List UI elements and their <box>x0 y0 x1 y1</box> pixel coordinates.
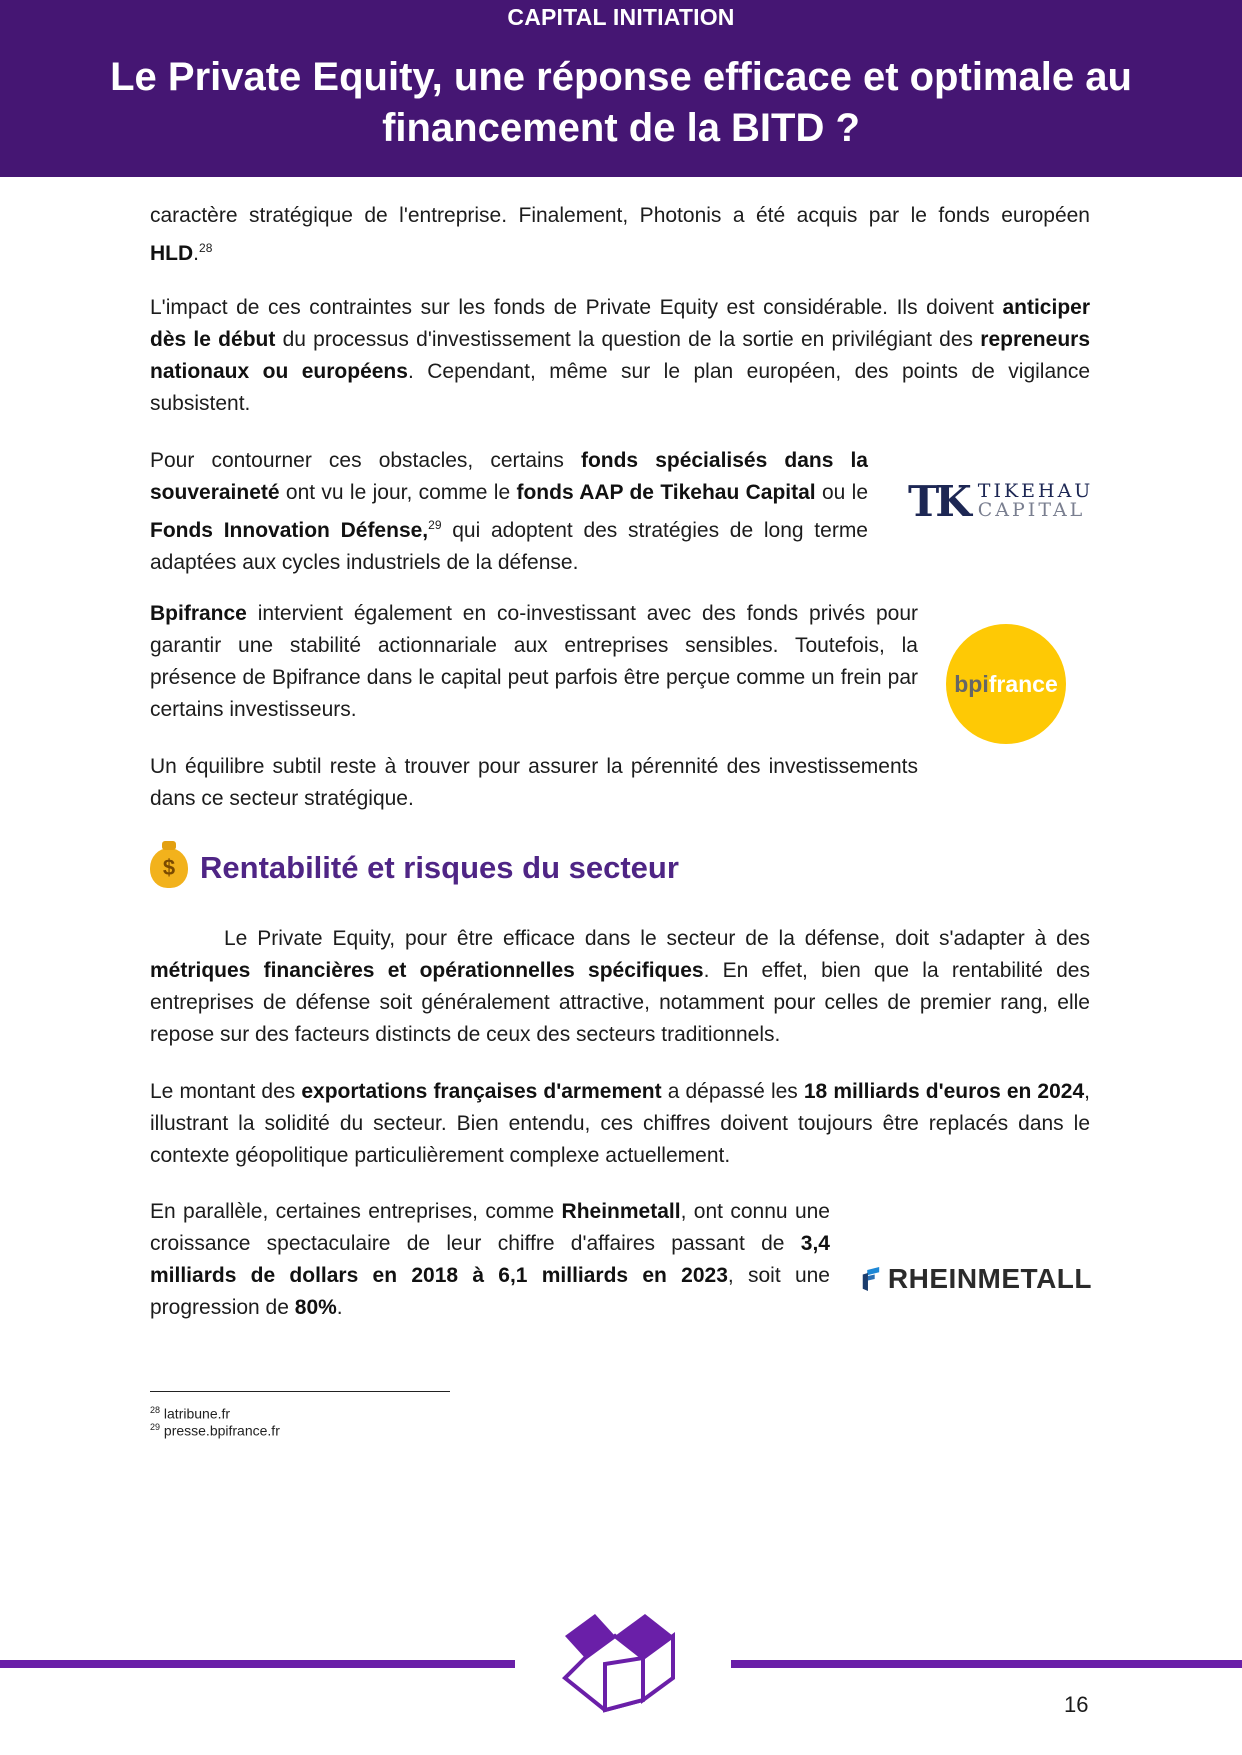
bpifrance-logo <box>946 624 1066 744</box>
brand-name: CAPITAL INITIATION <box>507 4 735 30</box>
tikehau-line2: CAPITAL <box>977 499 1086 521</box>
paragraph-4: Bpifrance intervient également en co-investissant avec des fonds privés pour garantir une stabilité actionnariale aux entreprises sensibles. Toutefois, la présence de Bpifrance dans le capital peut parfois être perçue comme un frein par certains investisseurs. <box>150 602 918 721</box>
paragraph-6: Le Private Equity, pour être efficace dans le secteur de la défense, doit s'adapter à des métriques financières et opérationnelles spécifiques. En effet, bien que la rentabilité des entreprises de défense soit généralement attractive, notamment pour celles de premier rang, elle repose sur des facteurs distincts de ceux des secteurs traditionnels. <box>150 927 1090 1046</box>
paragraph-5: Un équilibre subtil reste à trouver pour assurer la pérennité des investissements dans ce secteur stratégique. <box>150 755 918 810</box>
tikehau-line1: TIKEHAU <box>977 480 1094 502</box>
section-heading <box>150 848 679 888</box>
document-title: Le Private Equity, une réponse efficace et optimale au financement de la BITD ? <box>110 55 1132 150</box>
tikehau-mark: TK <box>908 476 968 526</box>
tikehau-capital-logo <box>908 476 1100 526</box>
footnote-28: $^{28}$ latribune.fr <box>150 1405 231 1422</box>
paragraph-8: En parallèle, certaines entreprises, comme Rheinmetall, ont connu une croissance spectaculaire de leur chiffre d'affaires passant de 3,4 milliards de dollars en 2018 à 6,1 milliards en 2023, soit une progression de 80%. <box>150 1200 830 1319</box>
page-number: 16 <box>1064 1692 1089 1717</box>
paragraph-2: L'impact de ces contraintes sur les fonds de Private Equity est considérable. Ils doivent anticiper dès le début du processus d'investissement la question de la sortie en privilégiant des repreneurs nationaux ou européens. Cependant, même sur le plan européen, des points de vigilance subsistent. <box>150 296 1090 415</box>
footnote-ref-29: 29 <box>428 518 442 532</box>
footnote-divider <box>150 1391 450 1392</box>
footer-bar-right <box>731 1660 1242 1668</box>
rheinmetall-emblem-icon <box>862 1247 880 1311</box>
footnote-29: $^{29}$ presse.bpifrance.fr <box>150 1422 280 1439</box>
france-text: france <box>988 670 1058 697</box>
money-bag-icon: $ <box>150 848 188 888</box>
page-header <box>0 0 1242 177</box>
bpi-text: bpi <box>954 670 989 697</box>
rheinmetall-text: RHEINMETALL <box>887 1263 1092 1294</box>
paragraph-3: Pour contourner ces obstacles, certains fonds spécialisés dans la souveraineté ont vu le jour, comme le fonds AAP de Tikehau Capital ou le Fonds Innovation Défense,$^{29}$ qui adoptent des stratégies de long terme adaptées aux cycles industriels de la défense. <box>150 449 869 574</box>
rheinmetall-logo <box>862 1245 1092 1313</box>
paragraph-1: caractère stratégique de l'entreprise. Finalement, Photonis a été acquis par le fonds européen HLD.$^{28}$ <box>150 204 1090 265</box>
section-title: Rentabilité et risques du secteur <box>200 850 679 885</box>
paragraph-7: Le montant des exportations françaises d'armement a dépassé les 18 milliards d'euros en 2024, illustrant la solidité du secteur. Bien entendu, ces chiffres doivent toujours être replacés dans le contexte géopolitique particulièrement complexe actuellement. <box>150 1080 1090 1167</box>
footnote-ref-28: 28 <box>199 241 213 255</box>
footer-bar-left <box>0 1660 515 1668</box>
capital-initiation-logo-icon <box>555 1606 685 1716</box>
